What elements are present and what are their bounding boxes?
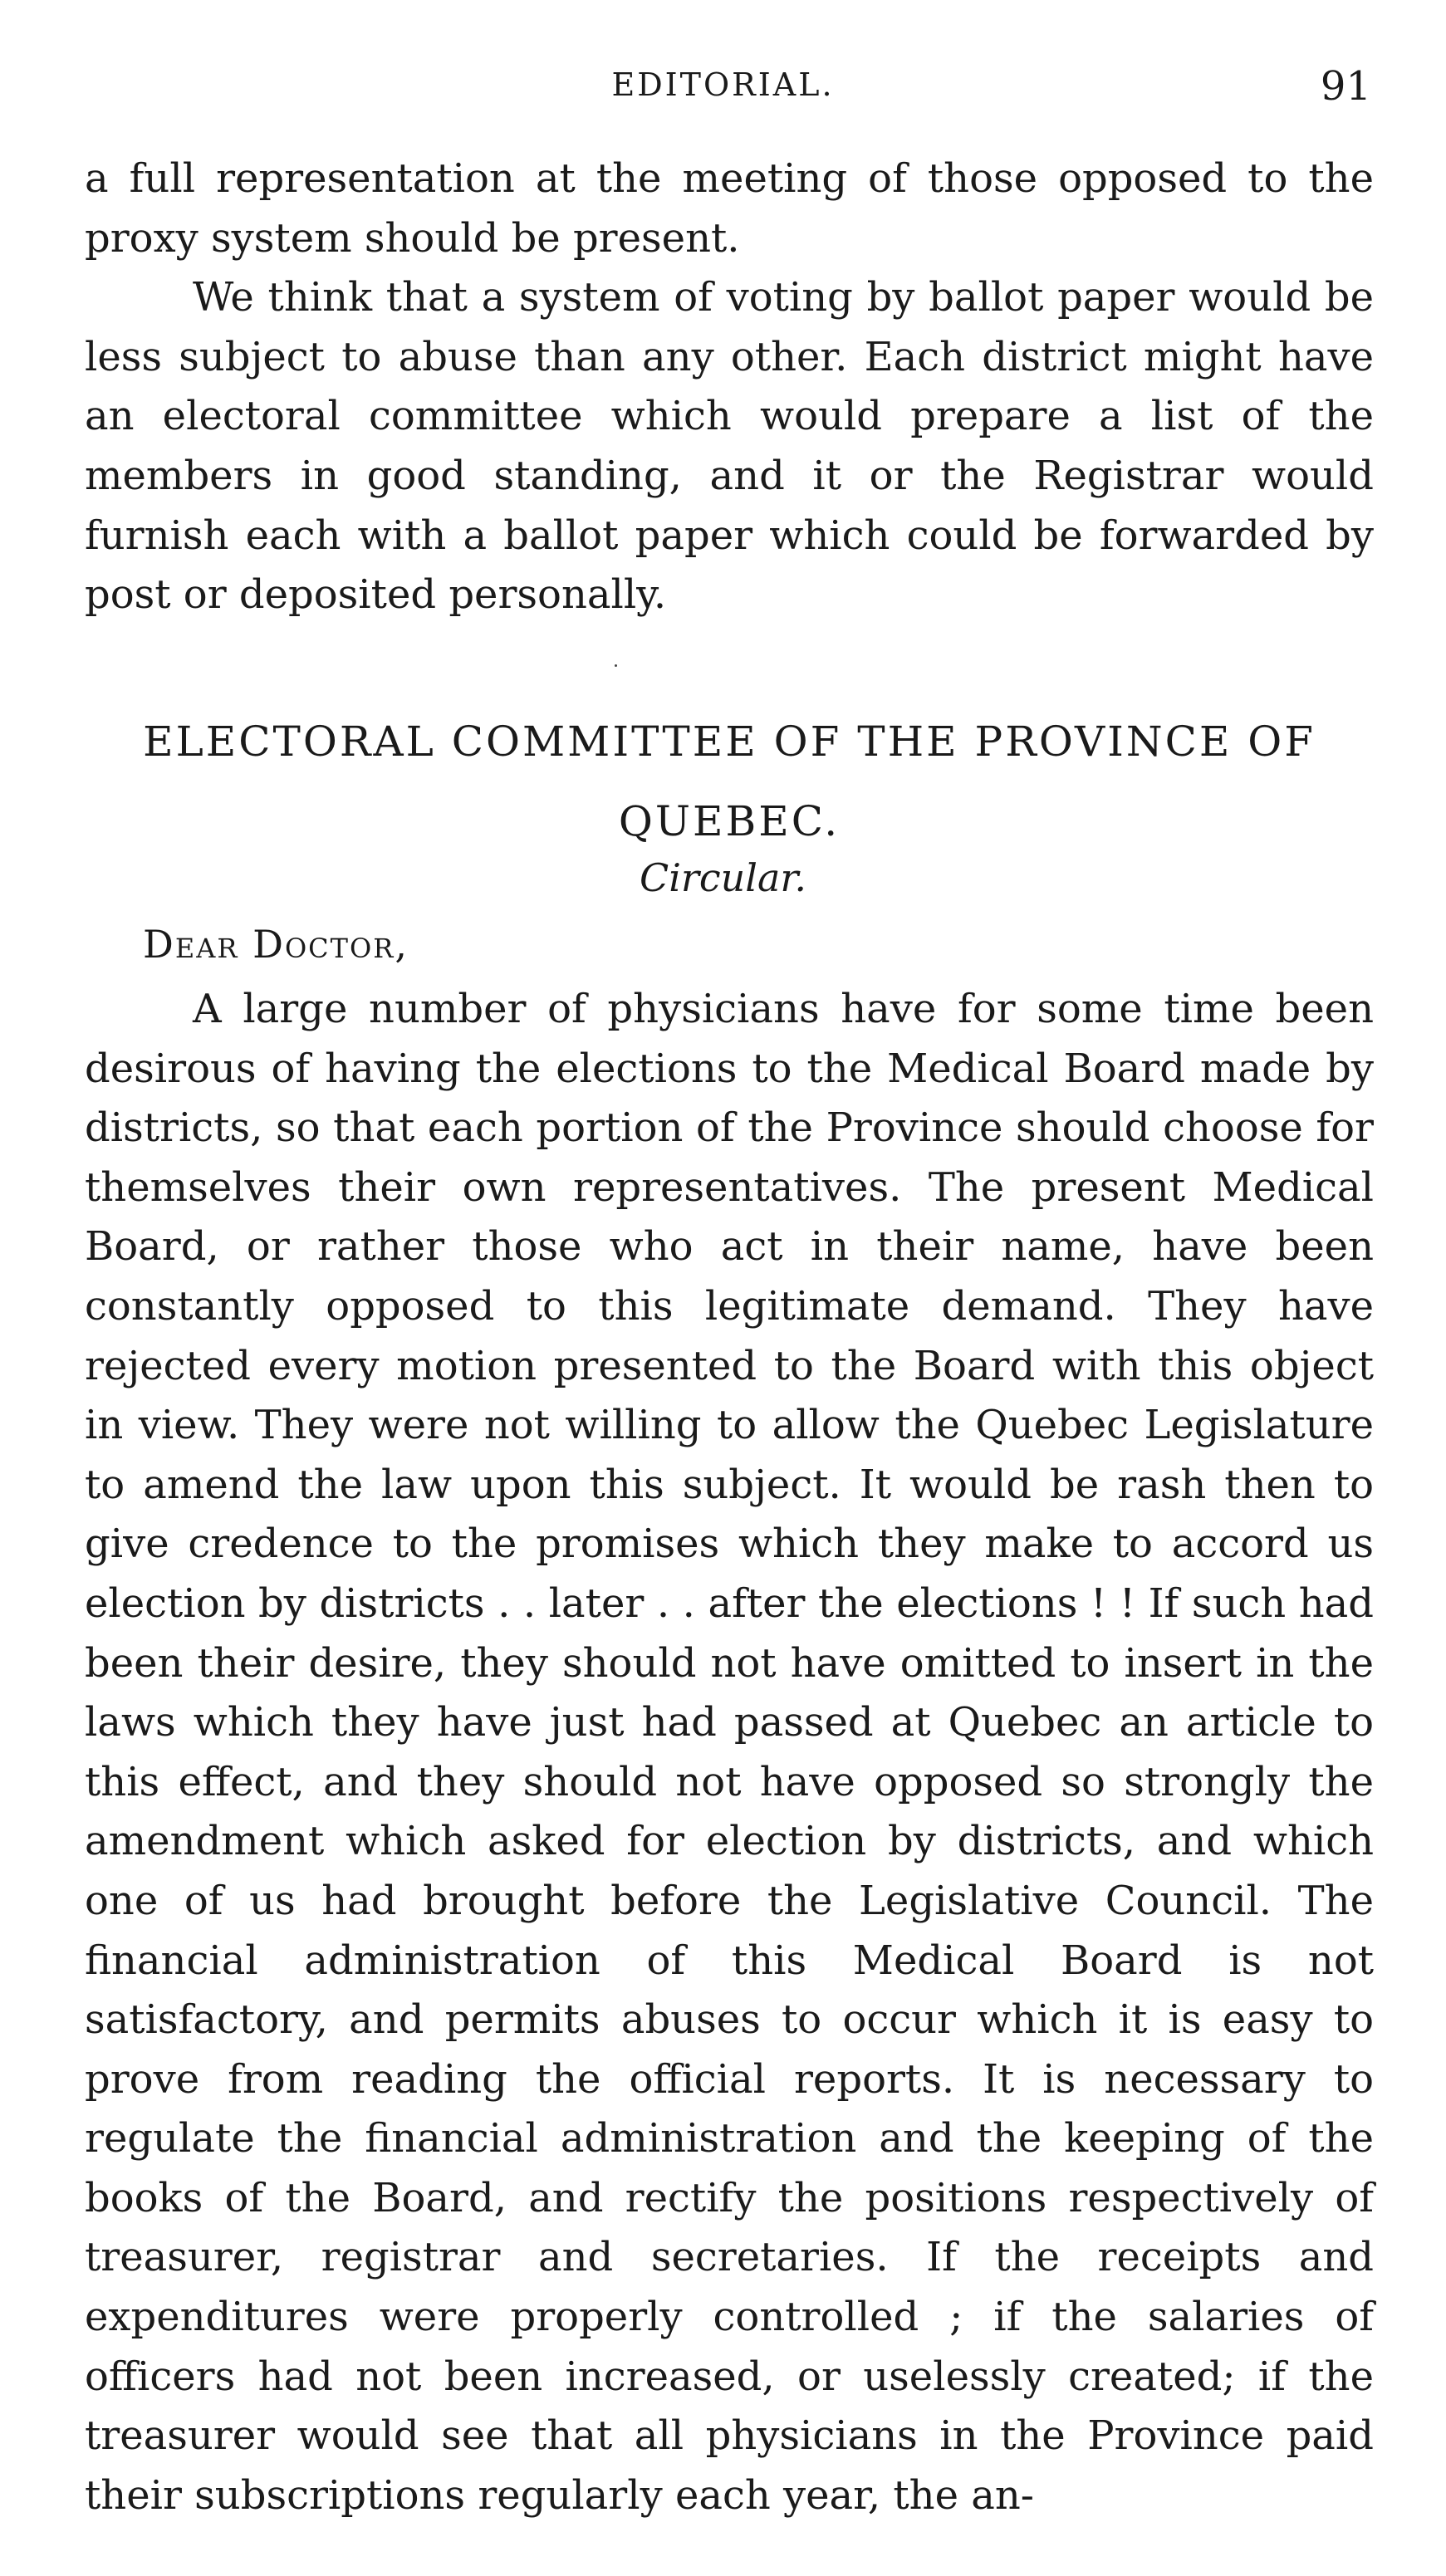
running-head — [0, 63, 1446, 113]
section-divider-dot — [615, 664, 617, 667]
intro-text — [85, 149, 1374, 625]
salutation: Dear Doctor, — [143, 922, 409, 967]
section-subtitle: Circular. — [640, 855, 806, 900]
intro-paragraph-1: a full representation at the meeting of those opposed to the proxy system should be present. — [85, 155, 1374, 262]
circular-body — [85, 980, 1374, 2525]
page-number: 91 — [1320, 63, 1371, 110]
running-title: EDITORIAL. — [611, 66, 835, 103]
intro-paragraph-2: We think that a system of voting by ballot paper would be less subject to abuse than any other. Each district might have an electoral committee which would prepare a list of the members in good standing, and it or the Registrar would furnish each with a ballot paper which could be forwarded by post or deposited personally. — [85, 274, 1374, 619]
circular-paragraph: A large number of physicians have for some time been desirous of having the elections to the Medical Board made by districts, so that each portion of the Province should choose for themselves their own representatives. The present Medical Board, or rather those who act in their name, have been constantly opposed to this legitimate demand. They have rejected every motion presented to the Board with this object in view. They were not willing to allow the Quebec Legislature to amend the law upon this subject. It would be rash then to give credence to the promises which they make to accord us election by districts . . later . . after the elections ! ! If such had been their desire, they should not have omitted to insert in the laws which they have just had passed at Quebec an article to this effect, and they should not have opposed so strongly the amendment which asked for election by districts, and which one of us had brought before the Legislative Council. The financial administration of this Medical Board is not satisfactory, and permits abuses to occur which it is easy to prove from reading the official reports. It is necessary to regulate the financial administration and the keeping of the books of the Board, and rectify the positions respectively of treasurer, registrar and secretaries. If the receipts and expenditures were properly controlled ; if the salaries of officers had not been increased, or uselessly created; if the treasurer would see that all physicians in the Province paid their subscriptions regularly each year, the an- — [85, 986, 1374, 2519]
section-heading: ELECTORAL COMMITTEE OF THE PROVINCE OF QUEBEC. — [143, 717, 1316, 845]
